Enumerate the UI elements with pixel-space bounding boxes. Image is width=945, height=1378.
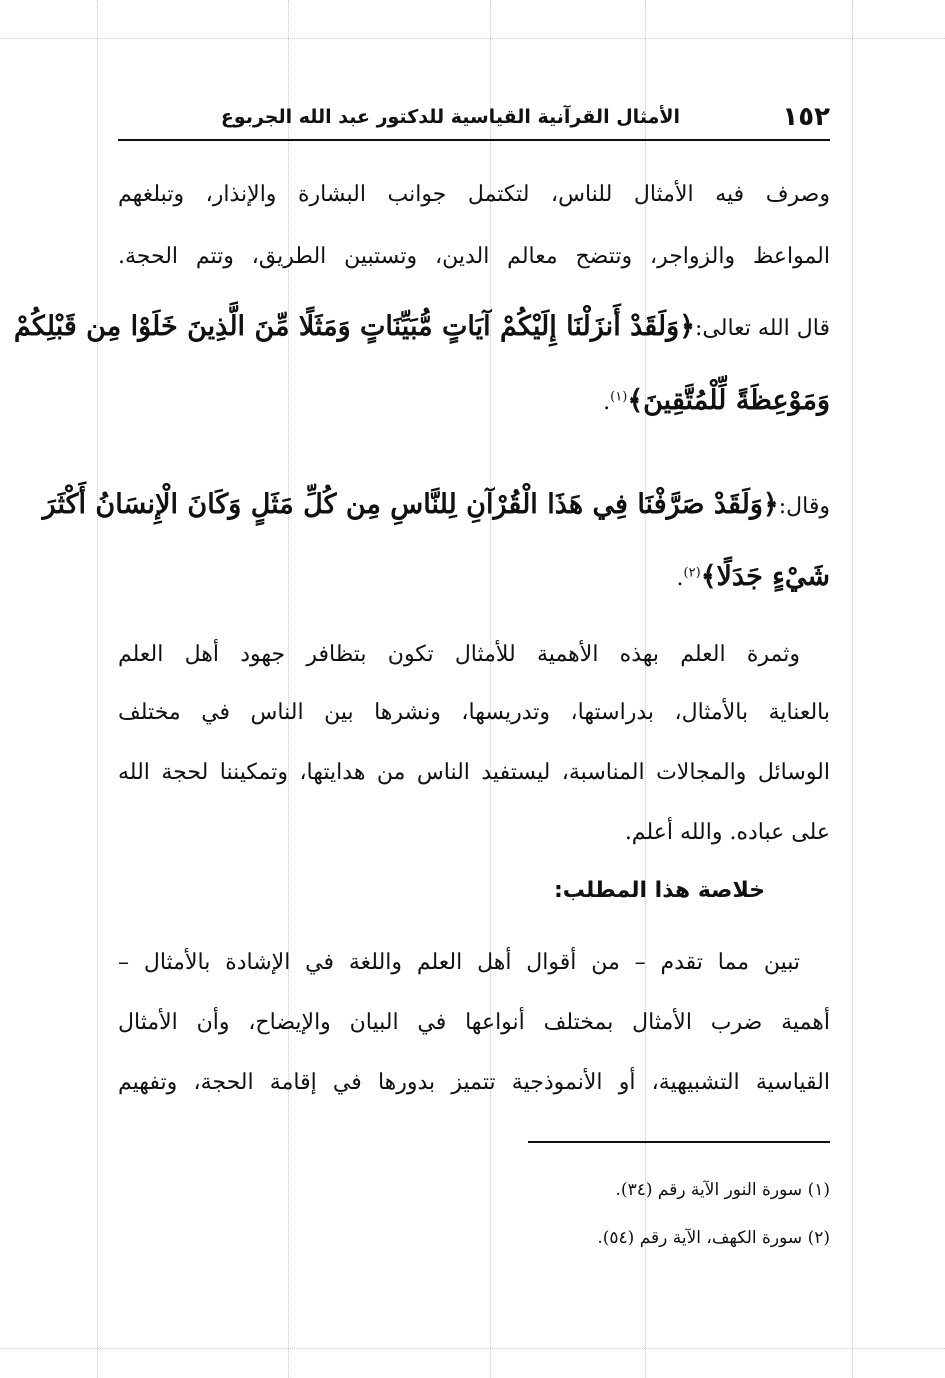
- scan-dotted-line: [0, 38, 945, 39]
- paragraph-1-line-2: المواعظ والزواجر، وتتضح معالم الدين، وتستبين الطريق، وتتم الحجة.: [118, 244, 830, 269]
- paragraph-2-line-4: على عباده. والله أعلم.: [624, 820, 830, 845]
- paragraph-2-line-3: الوسائل والمجالات المناسبة، ليستفيد الناس من هدايتها، وتمكيننا لحجة الله: [118, 760, 830, 785]
- quote-1-end: .: [603, 390, 611, 415]
- quote-1-intro: قال الله تعالى:: [695, 316, 830, 341]
- footnote-1: (١) سورة النور الآية رقم (٣٤).: [615, 1180, 830, 1200]
- quote-2-end: .: [676, 566, 684, 591]
- paragraph-2-line-1-text: وثمرة العلم بهذه الأهمية للأمثال تكون بتظافر جهود أهل العلم: [118, 642, 800, 667]
- quote-2-line-1: [42, 476, 830, 536]
- quote-2-line-2: [118, 548, 830, 608]
- quote-1-line-2: [118, 372, 830, 432]
- scan-dotted-line: [0, 1348, 945, 1349]
- quote-2-verse-part-2: شَيْءٍ جَدَلًا﴾: [700, 561, 830, 592]
- footnote-ref-1: (١): [610, 389, 628, 405]
- footnote-2: (٢) سورة الكهف، الآية رقم (٥٤).: [597, 1228, 830, 1248]
- quote-1-verse-part-2: وَمَوْعِظَةً لِّلْمُتَّقِينَ﴾: [627, 385, 830, 416]
- quote-1-line-1: [13, 298, 830, 358]
- paragraph-2-line-2: بالعناية بالأمثال، بدراستها، وتدريسها، ونشرها بين الناس في مختلف: [118, 700, 830, 725]
- quote-2-verse-part-1: ﴿وَلَقَدْ صَرَّفْنَا فِي هَذَا الْقُرْآنِ لِلنَّاسِ مِن كُلِّ مَثَلٍ وَكَانَ الْإِنسَانُ أَكْثَرَ: [42, 489, 779, 520]
- page-header: [118, 100, 830, 138]
- paragraph-1-line-1: وصرف فيه الأمثال للناس، لتكتمل جوانب البشارة والإنذار، وتبلغهم: [118, 182, 830, 207]
- header-rule: [118, 139, 830, 141]
- paragraph-3-line-3: القياسية التشبيهية، أو الأنموذجية تتميز بدورها في إقامة الحجة، وتفهيم: [118, 1070, 830, 1095]
- running-title: الأمثال القرآنية القياسية للدكتور عبد الله الجربوع: [220, 106, 680, 128]
- paragraph-3-line-2: أهمية ضرب الأمثال بمختلف أنواعها في البيان والإيضاح، وأن الأمثال: [118, 1010, 830, 1035]
- scan-dotted-line: [852, 0, 853, 1378]
- paragraph-3-line-1: [118, 934, 830, 992]
- quote-1-verse-part-1: ﴿وَلَقَدْ أَنزَلْنَا إِلَيْكُمْ آيَاتٍ مُّبَيِّنَاتٍ وَمَثَلًا مِّنَ الَّذِينَ خَلَوْا مِن قَبْلِكُمْ: [13, 311, 696, 342]
- footnote-ref-2: (٢): [683, 565, 701, 581]
- scan-dotted-line: [97, 0, 98, 1378]
- paragraph-2-line-1: [118, 626, 830, 684]
- section-heading: خلاصة هذا المطلب:: [553, 878, 765, 903]
- footnote-rule: [528, 1141, 830, 1143]
- page-number: ١٥٢: [782, 102, 830, 132]
- paragraph-3-line-1-text: تبين مما تقدم – من أقوال أهل العلم واللغة في الإشادة بالأمثال –: [118, 950, 800, 975]
- quote-2-intro: وقال:: [778, 494, 830, 519]
